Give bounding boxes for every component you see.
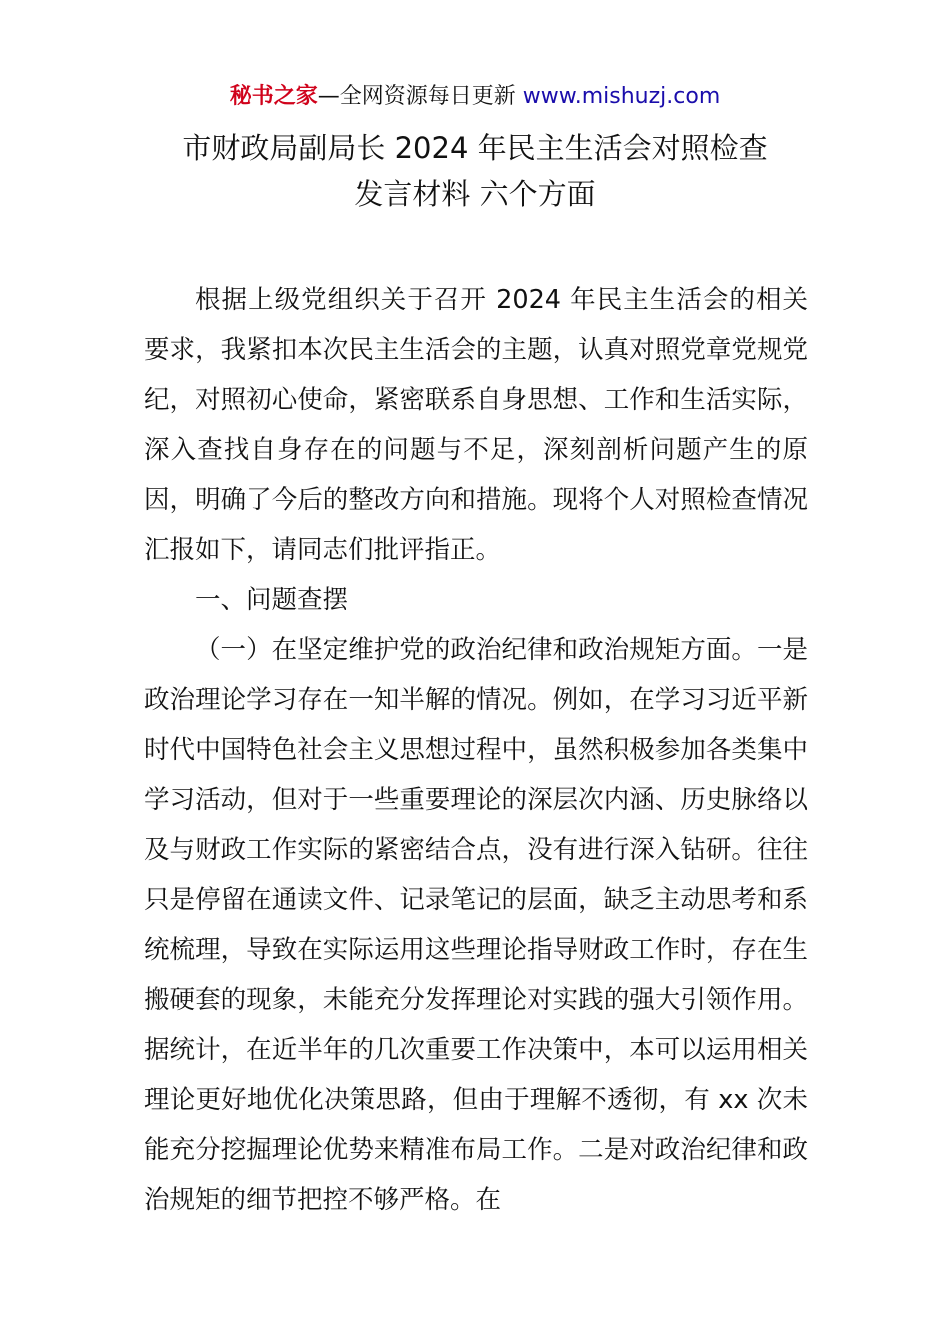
body-paragraph: （一）在坚定维护党的政治纪律和政治规矩方面。一是政治理论学习存在一知半解的情况。例如，在学习习近平新时代中国特色社会主义思想过程中，虽然积极参加各类集中学习活动，但对于一些重要理论的深层次内涵、历史脉络以及与财政工作实际的紧密结合点，没有进行深入钻研。往往只是停留在通读文件、记录笔记的层面，缺乏主动思考和系统梳理，导致在实际运用这些理论指导财政工作时，存在生搬硬套的现象，未能充分发挥理论对实践的强大引领作用。据统计，在近半年的几次重要工作决策中，本可以运用相关理论更好地优化决策思路，但由于理解不透彻，有 xx 次未能充分挖掘理论优势来精准布局工作。二是对政治纪律和政治规矩的细节把控不够严格。在 bbox=[144, 635, 808, 1215]
site-tagline: —全网资源每日更新 bbox=[317, 84, 523, 109]
title-line-1: 市财政局副局长 2024 年民主生活会对照检查 bbox=[182, 131, 768, 165]
section-heading: 一、问题查摆 bbox=[195, 585, 349, 615]
title-line-2: 发言材料 六个方面 bbox=[354, 177, 596, 211]
site-url-link[interactable]: www.mishuzj.com bbox=[522, 84, 721, 109]
intro-paragraph: 根据上级党组织关于召开 2024 年民主生活会的相关要求，我紧扣本次民主生活会的主题，认真对照党章党规党纪，对照初心使命，紧密联系自身思想、工作和生活实际，深入查找自身存在的问题与不足，深刻剖析问题产生的原因，明确了今后的整改方向和措施。现将个人对照检查情况汇报如下，请同志们批评指正。 bbox=[144, 285, 808, 565]
document-title bbox=[0, 125, 950, 217]
site-name: 秘书之家 bbox=[229, 84, 318, 109]
site-header bbox=[0, 82, 950, 112]
document-body bbox=[144, 275, 808, 1225]
